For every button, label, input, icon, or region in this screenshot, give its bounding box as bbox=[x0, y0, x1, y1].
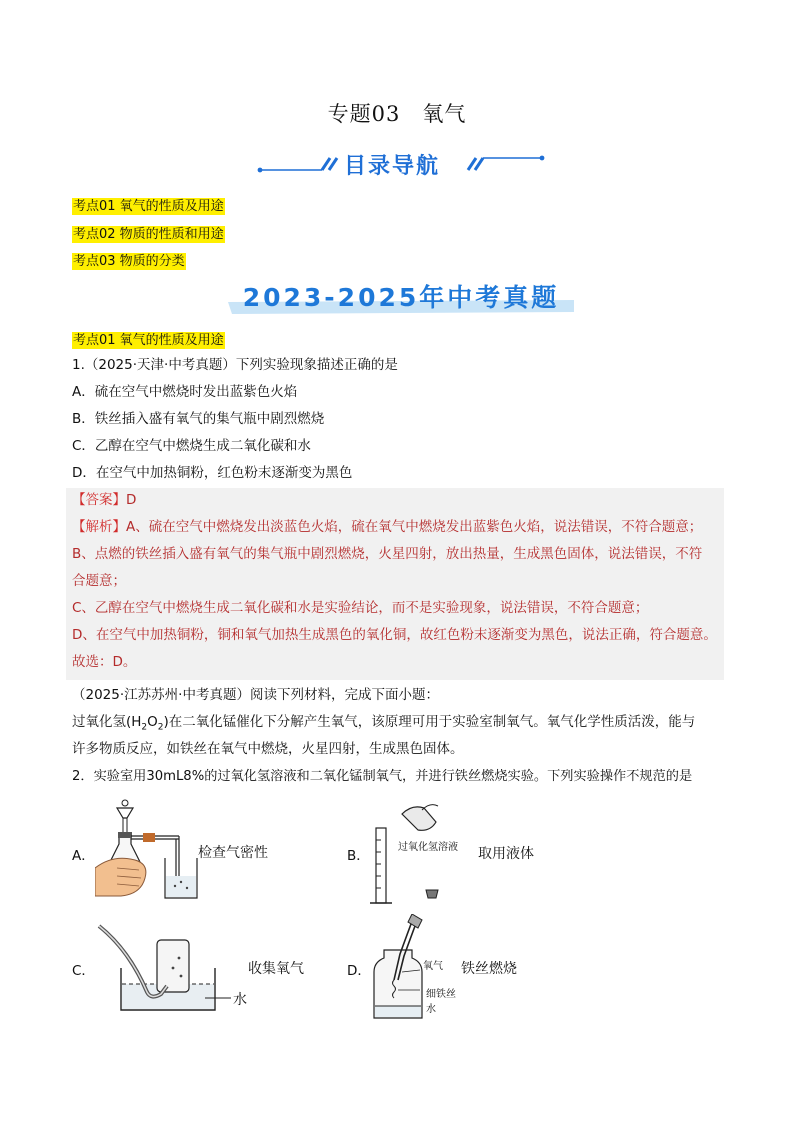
q2-option-c-water-label: 水 bbox=[233, 992, 247, 1008]
toc-item-2[interactable] bbox=[72, 223, 225, 242]
toc-title: 目录导航 bbox=[344, 154, 441, 179]
q2-option-a-letter[interactable]: A． bbox=[72, 848, 95, 864]
q2-option-b-letter[interactable]: B． bbox=[347, 848, 370, 864]
toc-item-2-label: 考点02 物质的性质和用途 bbox=[73, 227, 224, 242]
airtightness-check-illustration bbox=[95, 798, 205, 903]
q2-stem: 2．实验室用30mL8%的过氧化氢溶液和二氧化锰制氧气，并进行铁丝燃烧实验。下列实验操作不规范的是 bbox=[72, 769, 693, 784]
q1-option-b: B．铁丝插入盛有氧气的集气瓶中剧烈燃烧 bbox=[72, 411, 325, 427]
liquid-transfer-illustration bbox=[366, 800, 456, 910]
q1-analysis-line-5: D、在空气中加热铜粉，铜和氧气加热生成黑色的氧化铜，故红色粉末逐渐变为黑色，说法正确，符合题意。 bbox=[72, 627, 717, 643]
toc-item-1-label: 考点01 氧气的性质及用途 bbox=[73, 199, 224, 214]
formula-part-2: O bbox=[147, 714, 158, 730]
toc-header bbox=[256, 146, 546, 182]
q1-option-d: D．在空气中加热铜粉，红色粉末逐渐变为黑色 bbox=[72, 465, 353, 481]
section-heading-label: 考点01 氧气的性质及用途 bbox=[73, 333, 224, 348]
q2-option-d-label: 铁丝燃烧 bbox=[461, 961, 517, 977]
q1-stem: 1.（2025·天津·中考真题）下列实验现象描述正确的是 bbox=[72, 357, 398, 373]
formula-part-1: 过氧化氢(H bbox=[72, 714, 142, 730]
q1-option-c: C．乙醇在空气中燃烧生成二氧化碳和水 bbox=[72, 438, 311, 454]
gas-collection-illustration bbox=[95, 920, 235, 1015]
toc-item-3[interactable] bbox=[72, 250, 186, 269]
q2-option-b-bottle-label: 过氧化氢溶液 bbox=[398, 842, 458, 853]
exam-banner bbox=[228, 278, 574, 316]
q1-analysis-line-3: 合题意； bbox=[72, 573, 126, 589]
q1-analysis-line-4: C、乙醇在空气中燃烧生成二氧化碳和水是实验结论，而不是实验现象，说法错误，不符合题意； bbox=[72, 600, 649, 616]
q2-option-d-gas-label: 氧气 bbox=[423, 961, 443, 972]
q1-analysis-line-2: B、点燃的铁丝插入盛有氧气的集气瓶中剧烈燃烧，火星四射，放出热量，生成黑色固体，说法错误，不符 bbox=[72, 546, 703, 562]
material-line-1-rest: )在二氧化锰催化下分解产生氧气，该原理可用于实验室制氧气。氧气化学性质活泼，能与 bbox=[163, 714, 696, 730]
q2-option-a-label: 检查气密性 bbox=[198, 845, 268, 861]
answer-value: D bbox=[126, 492, 137, 508]
banner-title: 2023-2025年中考真题 bbox=[242, 283, 560, 312]
material-line-1 bbox=[72, 713, 695, 737]
formula-sub-1: 2 bbox=[141, 722, 148, 733]
section-heading bbox=[72, 329, 225, 348]
q1-answer bbox=[72, 491, 136, 509]
material-intro: （2025·江苏苏州·中考真题）阅读下列材料，完成下面小题： bbox=[72, 687, 439, 703]
material-line-2: 许多物质反应，如铁丝在氧气中燃烧，火星四射，生成黑色固体。 bbox=[72, 741, 464, 757]
answer-tag: 【答案】 bbox=[72, 492, 126, 508]
q2-option-d-wire-label: 细铁丝 bbox=[426, 989, 456, 1000]
toc-item-1[interactable] bbox=[72, 195, 225, 214]
answer-box bbox=[66, 488, 724, 680]
q2-option-d-letter[interactable]: D． bbox=[347, 963, 371, 979]
analysis-text-1: A、硫在空气中燃烧发出淡蓝色火焰，硫在氧气中燃烧发出蓝紫色火焰，说法错误，不符合题意； bbox=[126, 519, 703, 535]
toc-item-3-label: 考点03 物质的分类 bbox=[73, 254, 185, 269]
q2-option-c-label: 收集氧气 bbox=[248, 961, 304, 977]
q2-option-d-water-label: 水 bbox=[426, 1004, 436, 1015]
analysis-tag: 【解析】 bbox=[72, 519, 126, 535]
iron-wire-combustion-illustration bbox=[368, 914, 428, 1024]
q2-option-b-label: 取用液体 bbox=[478, 846, 534, 862]
q1-option-a: A．硫在空气中燃烧时发出蓝紫色火焰 bbox=[72, 384, 298, 400]
formula-sub-2: 2 bbox=[157, 722, 164, 733]
page-title: 专题03 氧气 bbox=[327, 102, 467, 126]
q1-analysis-line-1 bbox=[72, 518, 702, 536]
q1-analysis-line-6: 故选：D。 bbox=[72, 654, 137, 670]
q2-option-c-letter[interactable]: C． bbox=[72, 963, 95, 979]
